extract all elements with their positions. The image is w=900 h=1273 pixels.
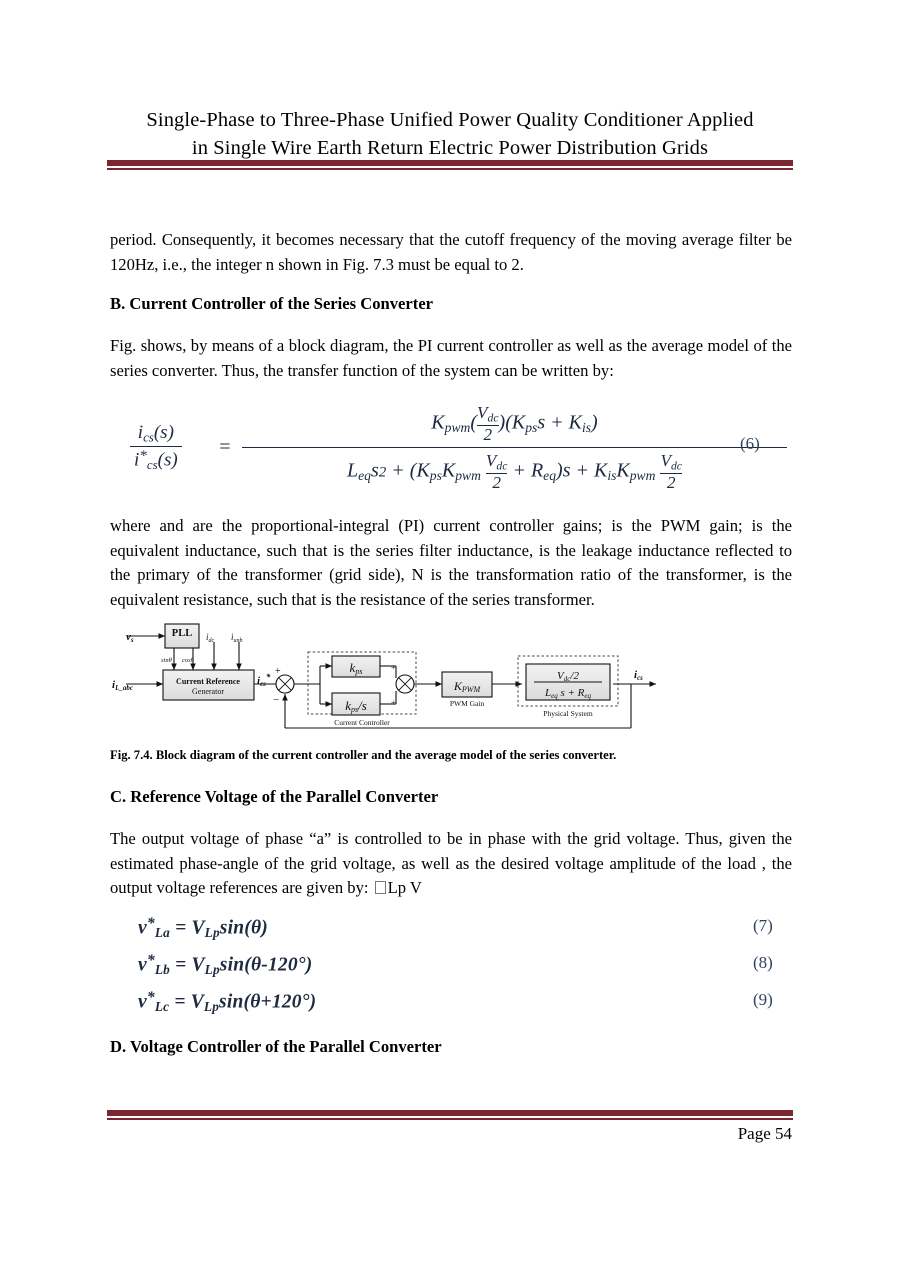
label-crg-line1: Current Reference — [176, 677, 240, 686]
page-number: Page 54 — [737, 1124, 792, 1143]
label-plus-1: + — [275, 666, 281, 677]
label-group-pwm-gain: PWM Gain — [449, 699, 485, 708]
paragraph-period: period. Consequently, it becomes necessary that the cutoff frequency of the moving average filter be 120Hz, i.e., the integer n shown in Fig. 7.3 must be equal to 2. — [110, 230, 792, 274]
label-minus-1: − — [273, 694, 280, 706]
equation-9: $v^*_{Lc} = V_{Lp}\sin(\theta+120^\circ)$ — [138, 989, 317, 1015]
heading-d-voltage-controller: D. Voltage Controller of the Parallel Converter — [110, 1037, 442, 1056]
header-rule — [107, 160, 793, 170]
paragraph-where-gains: where and are the proportional-integral (PI) current controller gains; is the PWM gain; is the equivalent inductance, such that is the series filter inductance, is the leakage inductance reflected to the primary of the transformer (grid side), N is the transformation ratio of the transformer, is the equivalent resistance, such that is the resistance of the series transformer. — [110, 516, 792, 609]
missing-glyph-box — [375, 881, 386, 894]
paragraph-output-voltage-text: The output voltage of phase “a” is controlled to be in phase with the grid voltage. Thus, given the estimated phase-angle of the grid voltage, as well as the desired voltage amplitude of the load , the output voltage references are given by: — [110, 829, 792, 897]
page-title — [110, 106, 790, 162]
label-iunb: $i_{unb}$ — [231, 632, 243, 644]
equation-6-lhs: $\frac{i_{cs}(s)}{i^*_{cs}(s)}$ — [130, 422, 182, 473]
paragraph-output-voltage — [110, 827, 792, 901]
label-plant-denominator: Leq s + Req — [544, 687, 592, 700]
label-kps-s: kps/s — [345, 698, 367, 714]
label-ics-out: ics — [634, 669, 643, 682]
paragraph-output-voltage-tail: Lp V — [387, 878, 422, 897]
title-line-2: in Single Wire Earth Return Electric Power Distribution Grids — [191, 137, 709, 159]
figure-block-diagram — [108, 612, 668, 734]
label-group-physical-system: Physical System — [543, 709, 593, 718]
equation-6-equals: = — [218, 436, 232, 458]
paragraph-fig-shows: Fig. shows, by means of a block diagram, the PI current controller as well as the average model of the series converter. Thus, the transfer function of the system can be written by: — [110, 336, 792, 380]
label-ics-ref: ics* — [257, 672, 271, 688]
figure-caption: Fig. 7.4. Block diagram of the current controller and the average model of the series converter. — [110, 748, 617, 762]
label-cos-theta: cosθ — [182, 657, 194, 664]
equation-7: $v^*_{La} = V_{Lp}\sin(\theta)$ — [138, 915, 268, 941]
label-plus-2: + — [391, 663, 396, 672]
label-kps: kps — [349, 660, 363, 676]
label-vs: vs — [126, 631, 134, 644]
header-rule-thin — [107, 168, 793, 170]
equation-6-number: (6) — [740, 434, 760, 453]
equation-6-denominator: $L_{eq}s2 + (K_{ps}K_{pwm}$ $V_{dc}$ 2 + $R_{eq})s + K_{is}K_{pwm}$ $V_{dc}$ 2 — [347, 451, 682, 492]
label-group-current-controller: Current Controller — [334, 718, 390, 727]
equation-9-number: (9) — [753, 990, 773, 1009]
heading-c-reference-voltage: C. Reference Voltage of the Parallel Converter — [110, 787, 439, 806]
equation-6-numerator: $K_{pwm}$( $V_{dc}$ 2 )$(K_{ps}s + K_{is})$ — [431, 403, 598, 444]
equation-6 — [130, 404, 790, 496]
equation-8: $v^*_{Lb} = V_{Lp}\sin(\theta-120^\circ)$ — [138, 952, 313, 978]
equation-6-rhs — [242, 404, 787, 492]
footer-rule — [107, 1110, 793, 1120]
label-plus-3: + — [391, 698, 396, 707]
footer-rule-thin — [107, 1118, 793, 1120]
label-plant-numerator: Vdc/2 — [557, 670, 579, 683]
label-pll: PLL — [171, 628, 193, 639]
title-line-1: Single-Phase to Three-Phase Unified Power Quality Conditioner Applied — [146, 109, 754, 131]
label-idc: $i_{dc}$ — [206, 632, 215, 644]
heading-b-current-controller: B. Current Controller of the Series Converter — [110, 294, 434, 313]
label-kpwm: KPWM — [453, 679, 481, 694]
label-crg-line2: Generator — [192, 687, 224, 696]
equation-7-number: (7) — [753, 916, 773, 935]
label-il-abc: iL_abc — [112, 679, 133, 692]
label-sin-theta: sinθ — [161, 657, 172, 664]
equation-8-number: (8) — [753, 953, 773, 972]
